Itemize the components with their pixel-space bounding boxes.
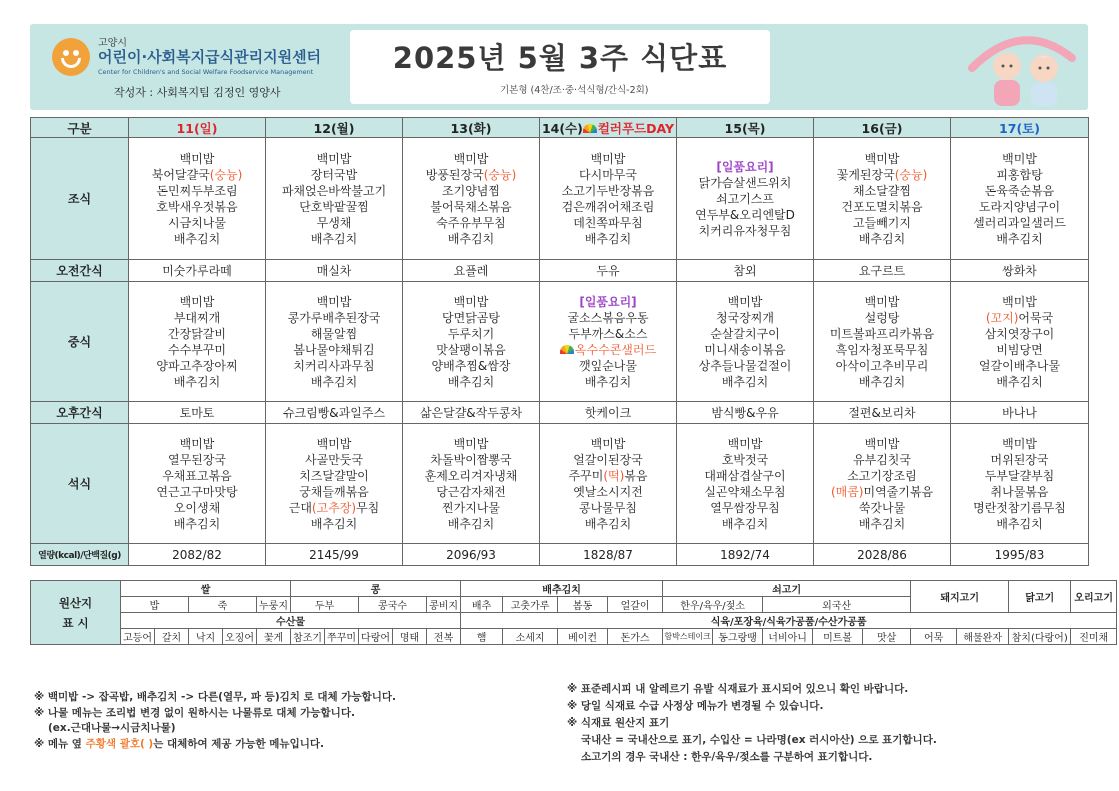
note-line-substitute: ※ 메뉴 옆 주황색 괄호( )는 대체하여 제공 가능한 메뉴입니다. — [34, 737, 324, 750]
day-header-row — [31, 118, 1089, 138]
notes-right — [567, 681, 1087, 766]
menu-item: 머위된장국 — [990, 452, 1049, 467]
menu-item: 배추김치 — [310, 374, 358, 389]
menu-item: 당근감자채전 — [436, 484, 506, 499]
page-subtitle: 기본형 (4찬/조·중·석식형/간식-2회) — [500, 85, 649, 96]
menu-cell-lunch-thu — [677, 282, 814, 402]
menu-item: 파채얹은바싹불고기 — [281, 183, 387, 198]
menu-item: 조기양념찜 — [442, 183, 500, 198]
notes-left — [34, 690, 554, 752]
menu-item: 연근고구마맛탕 — [156, 484, 238, 499]
origin-group-kimchi: 배추김치 — [461, 581, 663, 597]
origin-item: 갈치 — [155, 629, 189, 645]
menu-item: [일품요리] — [579, 294, 637, 309]
menu-item: 배추김치 — [447, 231, 495, 246]
menu-item: 근대(고추장)무침 — [288, 500, 380, 515]
menu-item: 도라지양념구이 — [978, 199, 1061, 214]
smile-logo-icon — [52, 38, 90, 76]
menu-item: 북어달걀국(숭늉) — [151, 167, 243, 182]
menu-item: [일품요리] — [716, 159, 774, 174]
origin-label-line2: 표 시 — [62, 615, 89, 630]
origin-item: 외국산 — [763, 597, 911, 613]
menu-cell-pm-snack-sat: 바나나 — [951, 402, 1089, 424]
menu-cell-pm-snack-sun: 토마토 — [129, 402, 266, 424]
menu-item: 옥수수콘샐러드 — [542, 342, 674, 358]
menu-cell-breakfast-mon — [266, 138, 403, 260]
origin-item: 고춧가루 — [503, 597, 558, 613]
menu-item: 채소달걀찜 — [853, 183, 911, 198]
menu-item: 배추김치 — [447, 374, 495, 389]
menu-item: 백미밥 — [864, 436, 900, 451]
menu-cell-breakfast-thu — [677, 138, 814, 260]
menu-item: 방풍된장국(숭늉) — [425, 167, 517, 182]
menu-item: 쑥갓나물 — [858, 500, 906, 515]
row-label-dinner: 석식 — [31, 424, 129, 544]
meal-row-dinner — [31, 424, 1089, 544]
meal-row-nutrition — [31, 544, 1089, 566]
menu-cell-dinner-fri — [814, 424, 951, 544]
menu-item: 백미밥 — [1002, 436, 1037, 451]
corner-header: 구분 — [31, 118, 129, 138]
orange-bracket-note: 주황색 괄호( ) — [85, 737, 154, 750]
rainbow-icon — [583, 124, 597, 133]
menu-item: 백미밥 — [179, 151, 215, 166]
origin-item: 콩비지 — [427, 597, 461, 613]
menu-cell-am-snack-tue: 요플레 — [403, 260, 540, 282]
menu-cell-nutrition-sat: 1995/83 — [951, 544, 1089, 566]
row-label-breakfast: 조식 — [31, 138, 129, 260]
logo-name: 어린이·사회복지급식관리지원센터 — [98, 48, 322, 66]
origin-item: 베이컨 — [558, 629, 608, 645]
menu-item: 배추김치 — [310, 231, 358, 246]
menu-item: 쇠고기스프 — [716, 191, 774, 206]
note-line: ※ 식재료 원산지 표기 — [567, 717, 670, 729]
logo-city: 고양시 — [98, 38, 127, 49]
menu-item: 소고기두반장볶음 — [561, 183, 655, 198]
origin-item: 어묵 — [911, 629, 957, 645]
page-title: 2025년 5월 3주 식단표 — [392, 41, 728, 75]
menu-cell-nutrition-fri: 2028/86 — [814, 544, 951, 566]
menu-item: 배추김치 — [173, 516, 221, 531]
menu-cell-dinner-sat — [951, 424, 1089, 544]
menu-cell-dinner-sun — [129, 424, 266, 544]
menu-item: 옛날소시지전 — [573, 484, 643, 499]
note-line: ※ 표준레시피 내 알레르기 유발 식재료가 표시되어 있으니 확인 바랍니다. — [567, 683, 909, 695]
menu-item: 호박새우젓볶음 — [156, 199, 238, 214]
menu-item: 얼갈이배추나물 — [978, 358, 1061, 373]
menu-cell-am-snack-sat: 쌍화차 — [951, 260, 1089, 282]
day-header-sat: 17(토) — [951, 118, 1089, 138]
menu-item: 비빔당면 — [996, 342, 1043, 357]
origin-item: 동그랑땡 — [713, 629, 763, 645]
menu-item: 굴소스볶음우동 — [567, 310, 649, 325]
menu-cell-nutrition-tue: 2096/93 — [403, 544, 540, 566]
origin-item: 진미채 — [1071, 629, 1117, 645]
menu-item: 해물알찜 — [310, 326, 358, 341]
note-line: 소고기의 경우 국내산 : 한우/육우/젖소를 구분하여 표기합니다. — [581, 751, 873, 763]
menu-item: 미니새송이볶음 — [704, 342, 786, 357]
row-label-pm-snack: 오후간식 — [31, 402, 129, 424]
menu-item: 오이생채 — [173, 500, 221, 515]
menu-cell-nutrition-mon: 2145/99 — [266, 544, 403, 566]
day-header-fri: 16(금) — [814, 118, 951, 138]
meal-row-pm-snack — [31, 402, 1089, 424]
menu-item: 치즈달걀말이 — [299, 468, 369, 483]
menu-cell-pm-snack-thu: 밤식빵&우유 — [677, 402, 814, 424]
menu-cell-am-snack-thu: 참외 — [677, 260, 814, 282]
row-label-lunch: 중식 — [31, 282, 129, 402]
menu-item: 검은깨쥐어채조림 — [561, 199, 655, 214]
origin-item: 소세지 — [503, 629, 558, 645]
origin-item: 죽 — [189, 597, 257, 613]
menu-item: 차돌박이짬뽕국 — [430, 452, 512, 467]
menu-item: 배추김치 — [858, 374, 906, 389]
origin-item: 참조기 — [291, 629, 325, 645]
menu-item: 아삭이고추비무리 — [835, 358, 929, 373]
elderly-couple-illustration-icon — [962, 28, 1082, 106]
origin-item: 배추 — [461, 597, 503, 613]
menu-item: 백미밥 — [1002, 151, 1037, 166]
origin-item: 너비아니 — [763, 629, 813, 645]
menu-item: 소고기장조림 — [847, 468, 917, 483]
menu-item: 백미밥 — [453, 436, 489, 451]
menu-cell-pm-snack-mon: 슈크림빵&과일주스 — [266, 402, 403, 424]
menu-item: 고들빼기지 — [853, 215, 911, 230]
menu-cell-dinner-tue — [403, 424, 540, 544]
menu-cell-am-snack-fri: 요구르트 — [814, 260, 951, 282]
origin-item: 다랑어 — [359, 629, 393, 645]
menu-item: 셀러리과일샐러드 — [973, 215, 1066, 230]
menu-cell-lunch-wed — [540, 282, 677, 402]
origin-item: 봄동 — [558, 597, 608, 613]
menu-item: 배추김치 — [447, 516, 495, 531]
row-label-nutrition: 열량(kcal)/단백질(g) — [31, 544, 129, 566]
menu-item: 배추김치 — [310, 516, 358, 531]
menu-item: 취나물볶음 — [990, 484, 1049, 499]
menu-item: 배추김치 — [721, 516, 769, 531]
menu-item: 백미밥 — [590, 436, 626, 451]
origin-item: 한우/육우/젖소 — [663, 597, 763, 613]
day-header-mon: 12(월) — [266, 118, 403, 138]
origin-item: 전복 — [427, 629, 461, 645]
menu-item: 배추김치 — [858, 231, 906, 246]
menu-item: 돈민찌두부조림 — [156, 183, 238, 198]
menu-item: 대패삼겹살구이 — [704, 468, 786, 483]
day-header-thu: 15(목) — [677, 118, 814, 138]
header-banner — [30, 24, 1088, 110]
menu-item: 두부까스&소스 — [568, 326, 648, 341]
menu-item: 백미밥 — [316, 294, 352, 309]
menu-cell-pm-snack-tue: 삶은달걀&작두콩차 — [403, 402, 540, 424]
menu-item: 사골만둣국 — [305, 452, 363, 467]
menu-item: 주꾸미(떡)볶음 — [568, 468, 648, 483]
menu-cell-breakfast-wed — [540, 138, 677, 260]
meal-row-am-snack — [31, 260, 1089, 282]
menu-item: 데친쪽파무침 — [573, 215, 643, 230]
origin-item: 두부 — [291, 597, 359, 613]
menu-item: 얼갈이된장국 — [573, 452, 643, 467]
origin-group-beef: 쇠고기 — [663, 581, 911, 597]
origin-item: 햄 — [461, 629, 503, 645]
menu-item: 피홍합탕 — [996, 167, 1043, 182]
note-line: ※ 나물 메뉴는 조리법 변경 없이 원하시는 나물류로 대체 가능합니다. — [34, 706, 355, 719]
origin-group-pork: 돼지고기 — [911, 581, 1009, 613]
menu-item: 삼치엿장구이 — [984, 326, 1055, 341]
origin-item: 참치(다랑어) — [1009, 629, 1071, 645]
origin-item: 고등어 — [121, 629, 155, 645]
menu-item: 배추김치 — [996, 374, 1043, 389]
origin-item: 명태 — [393, 629, 427, 645]
menu-item: 두부달걀부침 — [984, 468, 1055, 483]
note-line: ※ 백미밥 -> 잡곡밥, 배추김치 -> 다른(열무, 파 등)김치 로 대체 가능합니다. — [34, 691, 397, 703]
menu-item: 치커리유자청무침 — [698, 223, 792, 238]
menu-item: 백미밥 — [179, 294, 215, 309]
menu-cell-lunch-sat — [951, 282, 1089, 402]
menu-item: 백미밥 — [316, 436, 352, 451]
menu-item: 배추김치 — [173, 231, 221, 246]
menu-item: 수수부꾸미 — [168, 342, 226, 357]
menu-cell-breakfast-sun — [129, 138, 266, 260]
menu-cell-lunch-fri — [814, 282, 951, 402]
origin-table — [30, 580, 1117, 645]
menu-item: 배추김치 — [996, 231, 1043, 246]
menu-item: 닭가슴살샌드위치 — [698, 175, 792, 190]
title-box — [350, 30, 770, 104]
logo-english-name: Center for Children's and Social Welfare Foodservice Management — [98, 68, 314, 76]
menu-item: 청국장찌개 — [716, 310, 774, 325]
menu-cell-dinner-thu — [677, 424, 814, 544]
origin-item: 낙지 — [189, 629, 223, 645]
row-label-am-snack: 오전간식 — [31, 260, 129, 282]
menu-item: 백미밥 — [316, 151, 352, 166]
origin-group-seafood: 수산물 — [121, 613, 461, 629]
menu-item: 열무쌈장무침 — [710, 500, 780, 515]
day-header-tue: 13(화) — [403, 118, 540, 138]
menu-item: 백미밥 — [590, 151, 626, 166]
origin-group-rice: 쌀 — [121, 581, 291, 597]
menu-item: (매콤)미역줄기볶음 — [830, 484, 934, 499]
origin-item: 밥 — [121, 597, 189, 613]
menu-item: 백미밥 — [864, 294, 900, 309]
menu-item: 순살갈치구이 — [710, 326, 780, 341]
menu-cell-am-snack-wed: 두유 — [540, 260, 677, 282]
menu-item: 백미밥 — [453, 294, 489, 309]
origin-item: 누룽지 — [257, 597, 291, 613]
menu-item: 배추김치 — [173, 374, 221, 389]
origin-label — [31, 581, 121, 645]
origin-group-processed: 식육/포장육/식육가공품/수산가공품 — [461, 613, 1117, 629]
origin-item: 미트볼 — [813, 629, 863, 645]
origin-group-chicken: 닭고기 — [1009, 581, 1071, 613]
menu-cell-nutrition-thu: 1892/74 — [677, 544, 814, 566]
menu-cell-breakfast-fri — [814, 138, 951, 260]
menu-table — [30, 117, 1089, 566]
author: 작성자 : 사회복지팀 김정인 영양사 — [114, 86, 281, 99]
menu-item: 백미밥 — [179, 436, 215, 451]
menu-cell-lunch-mon — [266, 282, 403, 402]
menu-item: 숙주유부무침 — [436, 215, 506, 230]
menu-item: 궁채들깨볶음 — [299, 484, 369, 499]
meal-row-breakfast — [31, 138, 1089, 260]
menu-item: 흑임자청포묵무침 — [835, 342, 929, 357]
menu-item: 상추들나물겉절이 — [698, 358, 792, 373]
menu-item: 두루치기 — [447, 326, 495, 341]
menu-item: 맛살팽이볶음 — [436, 342, 506, 357]
day-header-sun: 11(일) — [129, 118, 266, 138]
menu-item: 불어묵채소볶음 — [430, 199, 512, 214]
menu-item: 백미밥 — [453, 151, 489, 166]
menu-item: 돈육죽순볶음 — [984, 183, 1055, 198]
day-header-wed — [540, 118, 677, 138]
menu-item: 훈제오리겨자냉채 — [424, 468, 518, 483]
menu-cell-dinner-mon — [266, 424, 403, 544]
menu-item: 명란젓참기름무침 — [973, 500, 1066, 515]
origin-label-line1: 원산지 — [58, 595, 93, 610]
menu-item: 콩나물무침 — [579, 500, 637, 515]
note-line: ※ 당일 식재료 수급 사정상 메뉴가 변경될 수 있습니다. — [567, 700, 824, 712]
menu-item: 양파고추장아찌 — [156, 358, 238, 373]
menu-item: 간장닭갈비 — [168, 326, 226, 341]
menu-item: 찐가지나물 — [442, 500, 500, 515]
origin-item: 오징어 — [223, 629, 257, 645]
menu-item: 단호박팥꿀찜 — [299, 199, 369, 214]
menu-item: 깻잎순나물 — [579, 358, 637, 373]
menu-cell-nutrition-wed: 1828/87 — [540, 544, 677, 566]
menu-item: (꼬지)어묵국 — [985, 310, 1054, 325]
menu-item: 연두부&오리엔탈D — [695, 207, 795, 222]
color-food-day-label: 컬러푸드DAY — [597, 120, 675, 136]
menu-item: 배추김치 — [584, 374, 632, 389]
note-line: (ex.근대나물→시금치나물) — [48, 722, 176, 734]
menu-item: 무생채 — [316, 215, 352, 230]
menu-item: 꽃게된장국(숭늉) — [836, 167, 928, 182]
menu-item: 백미밥 — [727, 294, 763, 309]
menu-cell-dinner-wed — [540, 424, 677, 544]
menu-item: 백미밥 — [864, 151, 900, 166]
menu-cell-am-snack-mon: 매실차 — [266, 260, 403, 282]
meal-row-lunch — [31, 282, 1089, 402]
menu-item: 양배추찜&쌈장 — [431, 358, 511, 373]
menu-cell-breakfast-sat — [951, 138, 1089, 260]
menu-item: 유부김칫국 — [853, 452, 911, 467]
center-logo — [52, 34, 352, 84]
menu-cell-breakfast-tue — [403, 138, 540, 260]
menu-item: 배추김치 — [584, 516, 632, 531]
menu-cell-lunch-sun — [129, 282, 266, 402]
menu-cell-am-snack-sun: 미숫가루라떼 — [129, 260, 266, 282]
origin-item: 해물완자 — [957, 629, 1009, 645]
menu-item: 치커리사과무침 — [293, 358, 375, 373]
rainbow-icon — [560, 345, 574, 354]
day-header-wed-label: 14(수) — [541, 120, 583, 136]
menu-item: 호박젓국 — [721, 452, 769, 467]
origin-item: 얼갈이 — [608, 597, 663, 613]
note-line: 국내산 = 국내산으로 표기, 수입산 = 나라명(ex 러시아산) 으로 표기합니다. — [581, 734, 937, 746]
menu-item: 당면닭곰탕 — [442, 310, 500, 325]
origin-item: 콩국수 — [359, 597, 427, 613]
menu-item: 다시마무국 — [579, 167, 637, 182]
menu-item: 우채표고볶음 — [162, 468, 232, 483]
origin-item: 쭈꾸미 — [325, 629, 359, 645]
origin-item: 꽃게 — [257, 629, 291, 645]
origin-item: 돈가스 — [608, 629, 663, 645]
menu-item: 배추김치 — [584, 231, 632, 246]
menu-item: 실곤약채소무침 — [704, 484, 786, 499]
menu-item: 봄나물야채튀김 — [293, 342, 375, 357]
menu-item: 설렁탕 — [864, 310, 900, 325]
menu-item: 장터국밥 — [310, 167, 358, 182]
menu-item: 건포도멸치볶음 — [841, 199, 923, 214]
origin-group-bean: 콩 — [291, 581, 461, 597]
origin-item: 함박스테이크 — [663, 629, 713, 645]
menu-item: 배추김치 — [996, 516, 1043, 531]
menu-item: 미트볼파프리카볶음 — [829, 326, 935, 341]
menu-item: 시금치나물 — [168, 215, 226, 230]
origin-group-duck: 오리고기 — [1071, 581, 1117, 613]
menu-cell-pm-snack-fri: 절편&보리차 — [814, 402, 951, 424]
menu-cell-lunch-tue — [403, 282, 540, 402]
menu-item: 배추김치 — [721, 374, 769, 389]
origin-item: 맛살 — [863, 629, 911, 645]
menu-cell-pm-snack-wed: 핫케이크 — [540, 402, 677, 424]
menu-item: 백미밥 — [1002, 294, 1037, 309]
menu-item: 열무된장국 — [168, 452, 226, 467]
menu-item: 백미밥 — [727, 436, 763, 451]
menu-cell-nutrition-sun: 2082/82 — [129, 544, 266, 566]
menu-item: 배추김치 — [858, 516, 906, 531]
menu-item: 콩가루배추된장국 — [287, 310, 381, 325]
menu-item: 부대찌개 — [173, 310, 221, 325]
